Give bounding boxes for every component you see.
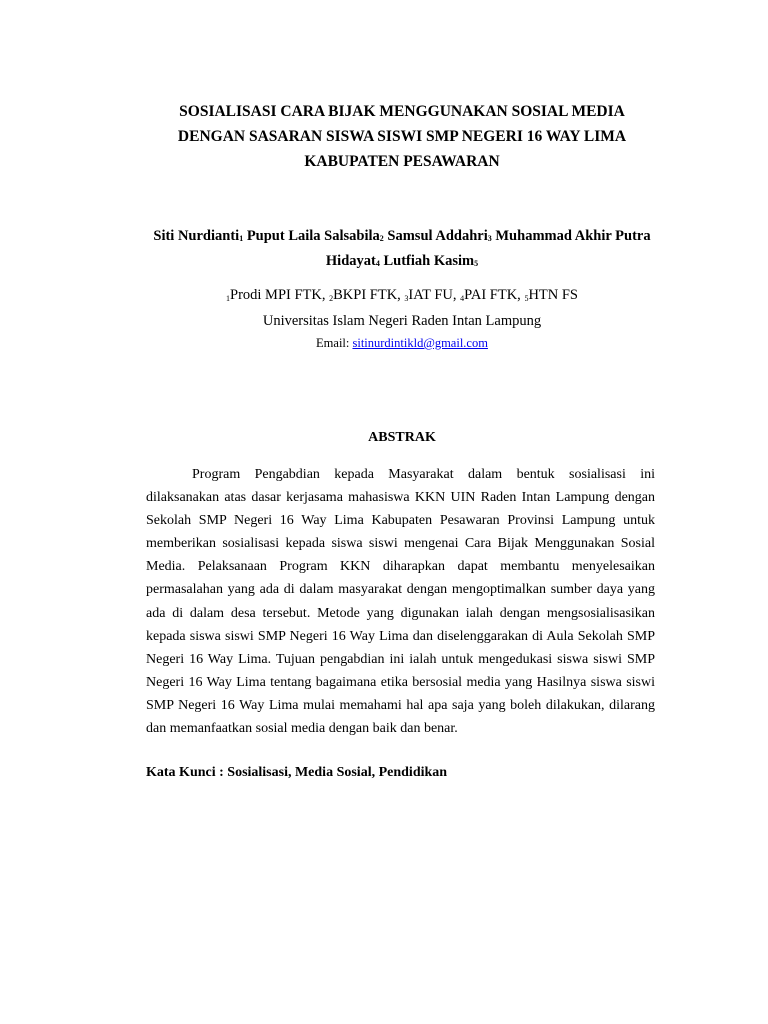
affil-index-4: 4 — [460, 294, 465, 303]
affil-text-2: BKPI FTK, — [333, 287, 405, 303]
author-index-5: 5 — [474, 259, 479, 268]
keywords: Kata Kunci : Sosialisasi, Media Sosial, Pendidikan — [146, 765, 448, 780]
title-line-2: DENGAN SASARAN SISWA SISWI SMP NEGERI 16 WAY LIMA — [177, 128, 627, 145]
author-index-3: 3 — [487, 234, 492, 243]
affil-text-5: HTN FS — [528, 287, 578, 303]
author-index-4: 4 — [375, 259, 380, 268]
author-name-3: Samsul Addahri — [387, 228, 488, 244]
author-name-4: Muhammad Akhir Putra Hidayat — [325, 228, 651, 269]
affil-index-2: 2 — [329, 294, 334, 303]
affiliation-line — [146, 284, 658, 310]
title-line-3: KABUPATEN PESAWARAN — [304, 153, 500, 170]
affiliation-block — [146, 284, 658, 354]
author-index-1: 1 — [239, 234, 244, 243]
affil-index-5: 5 — [524, 294, 529, 303]
email-link[interactable]: sitinurdintikld@gmail.com — [352, 336, 488, 350]
university-name: Universitas Islam Negeri Raden Intan Lampung — [262, 313, 542, 329]
affil-index-3: 3 — [404, 294, 409, 303]
abstract-body: Program Pengabdian kepada Masyarakat dalam bentuk sosialisasi ini dilaksanakan atas dasar kerjasama mahasiswa KKN UIN Raden Intan Lampung dengan Sekolah SMP Negeri 16 Way Lima Kabupaten Pesawaran Provinsi Lampung untuk memberikan sosialisasi kepada siswa siswi mengenai Cara Bijak Menggunakan Sosial Media. Pelaksanaan Program KKN diharapkan dapat membantu menyelesaikan permasalahan yang ada di dalam masyarakat dengan mengoptimalkan sumber daya yang ada di dalam desa tersebut. Metode yang digunakan ialah dengan mengsosialisasikan kepada siswa siswi SMP Negeri 16 Way Lima dan diselenggarakan di Aula Sekolah SMP Negeri 16 Way Lima. Tujuan pengabdian ini ialah untuk mengedukasi siswa siswi SMP Negeri 16 Way Lima tentang bagaimana etika bersosial media yang Hasilnya siswa siswi SMP Negeri 16 Way Lima mulai memahami hal apa saja yang boleh dilakukan, dilarang dan memanfaatkan sosial media dengan baik dan benar. — [146, 467, 655, 737]
affil-text-1: Prodi MPI FTK, — [230, 287, 330, 303]
title-line-1: SOSIALISASI CARA BIJAK MENGGUNAKAN SOSIAL MEDIA — [179, 103, 625, 120]
author-name-2: Puput Laila Salsabila — [246, 228, 380, 244]
affil-index-1: 1 — [226, 294, 230, 303]
author-list — [146, 225, 658, 275]
author-name-5: Lutfiah Kasim — [383, 253, 475, 269]
author-index-2: 2 — [379, 234, 384, 243]
affil-text-4: PAI FTK, — [464, 287, 525, 303]
paper-title — [140, 99, 664, 174]
email-label: Email: — [316, 336, 353, 350]
email-line — [146, 332, 658, 354]
abstract-heading: ABSTRAK — [368, 430, 436, 445]
affil-text-3: IAT FU, — [408, 287, 461, 303]
author-name-1: Siti Nurdianti — [153, 228, 240, 244]
